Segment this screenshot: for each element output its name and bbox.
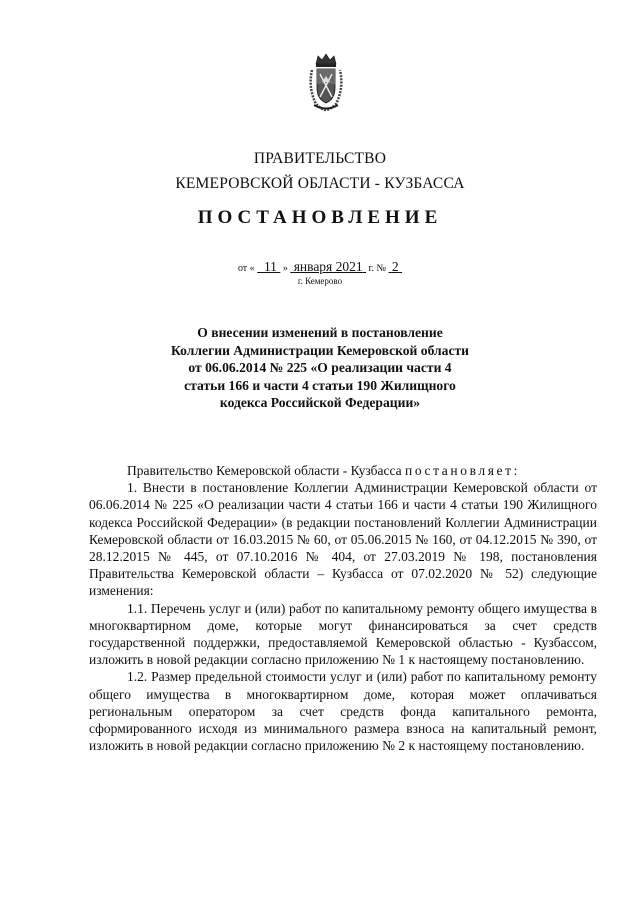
number-label: г. № [368,263,387,274]
intro-paragraph [89,462,597,479]
document-type-title: ПОСТАНОВЛЕНИЕ [197,207,443,228]
intro-text: Правительство Кемеровской области - Кузбасса [127,463,402,478]
government-line-2: КЕМЕРОВСКОЙ ОБЛАСТИ - КУЗБАССА [175,175,465,192]
subject-line: от 06.06.2014 № 225 «О реализации части 4 [188,360,452,375]
date-prefix: от « [237,263,255,274]
subject-line: статьи 166 и части 4 статьи 190 Жилищного [184,377,456,393]
date-day: 11 [263,259,277,274]
intro-resolves: постановляет: [405,463,520,478]
date-month-year: января 2021 [293,259,363,274]
body-paragraph-1-2: 1.2. Размер предельной стоимости услуг и (или) работ по капитальному ремонту общего имущества в многоквартирном доме, которая может оплачиваться региональным оператором за счет средств фонда капитального ремонта, сформированного исходя из минимального размера взноса на капитальный ремонт, изложить в новой редакции согласно приложению № 2 к настоящему постановлению. [89,669,597,754]
document-body [89,462,597,754]
subject-line: О внесении изменений в постановление [197,325,443,340]
document-number: 2 [391,259,399,274]
subject-line: кодекса Российской Федерации» [219,395,421,410]
subject-line: Коллегии Администрации Кемеровской области [170,342,470,358]
date-quote-close: » [282,263,288,274]
body-paragraph-1: 1. Внести в постановление Коллегии Администрации Кемеровской области от 06.06.2014 № 225 «О реализации части 4 статьи 166 и части 4 статьи 190 Жилищного кодекса Российской Федерации» (в редакции постановлений Коллегии Администрации Кемеровской области от 16.03.2015 № 60, от 05.06.2015 № 160, от 04.12.2015 № 390, от 28.12.2015 № 445, от 07.10.2016 № 404, от 27.03.2019 № 198, постановления Правительства Кемеровской области – Кузбасса от 07.02.2020 № 52) следующие изменения: [89,480,597,599]
city-label: г. Кемерово [297,276,343,286]
document-subject [0,324,640,412]
coat-of-arms-icon [306,52,346,112]
government-line-1: ПРАВИТЕЛЬСТВО [253,150,387,167]
date-number-line [0,259,640,275]
body-paragraph-1-1: 1.1. Перечень услуг и (или) работ по капитальному ремонту общего имущества в многоквартирном доме, которые могут финансироваться за счет средств государственной поддержки, предоставляемой Кемеровской областью - Кузбассом, изложить в новой редакции согласно приложению № 1 к настоящему постановлению. [89,600,597,668]
government-name [0,146,640,196]
